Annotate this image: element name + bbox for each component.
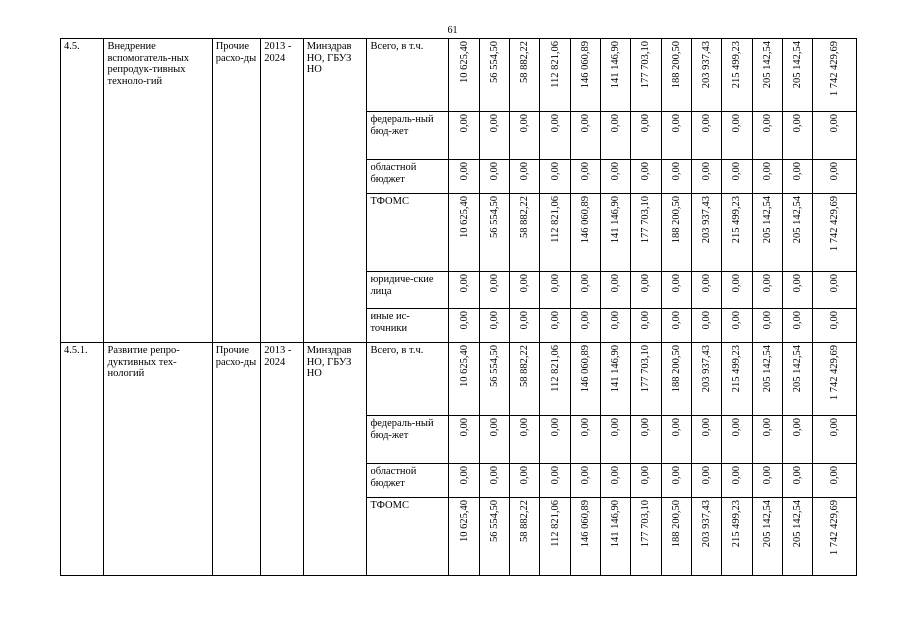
year-value [570, 194, 600, 272]
total-value [813, 39, 857, 112]
value-text: 177 703,10 [640, 500, 652, 548]
year-value [479, 309, 509, 343]
funding-source [367, 309, 449, 343]
value-text: 58 882,22 [519, 41, 531, 83]
value-text: 0,00 [640, 466, 652, 485]
value-text: 205 142,54 [761, 345, 773, 393]
year-value [782, 464, 812, 498]
value-text: 1 742 429,69 [829, 41, 841, 97]
value-text: 0,00 [458, 274, 470, 293]
value-text: 0,00 [488, 114, 500, 133]
year-value [510, 112, 540, 160]
value-text: 0,00 [761, 274, 773, 293]
year-value [631, 343, 661, 416]
executor: Минздрав НО, ГБУЗ НО [303, 343, 367, 576]
value-text: 215 499,23 [731, 345, 743, 393]
funding-source [367, 160, 449, 194]
year-value [540, 194, 570, 272]
year-value [752, 160, 782, 194]
year-value [782, 309, 812, 343]
total-value [813, 416, 857, 464]
year-value [631, 464, 661, 498]
year-value [570, 464, 600, 498]
expense-type: Прочие расхо-ды [212, 343, 261, 576]
value-text: 0,00 [792, 274, 804, 293]
year-value [540, 160, 570, 194]
year-value [510, 498, 540, 576]
funding-source-label: иные ис-точники [370, 311, 410, 334]
year-value [661, 194, 691, 272]
year-value [601, 464, 631, 498]
value-text: 0,00 [792, 418, 804, 437]
value-text: 0,00 [829, 466, 841, 485]
value-text: 112 821,06 [549, 345, 561, 392]
year-value [782, 416, 812, 464]
value-text: 0,00 [731, 418, 743, 437]
year-value [661, 416, 691, 464]
total-value [813, 498, 857, 576]
value-text: 0,00 [488, 274, 500, 293]
value-text: 146 060,89 [579, 500, 591, 548]
year-value [449, 343, 479, 416]
value-text: 146 060,89 [579, 196, 591, 244]
value-text: 1 742 429,69 [829, 345, 841, 401]
page-number: 61 [447, 25, 458, 36]
year-value [449, 416, 479, 464]
year-value [752, 416, 782, 464]
year-value [752, 309, 782, 343]
year-value [631, 416, 661, 464]
value-text: 0,00 [458, 114, 470, 133]
year-value [601, 160, 631, 194]
expense-type: Прочие расхо-ды [212, 39, 261, 343]
year-value [752, 498, 782, 576]
year-value [449, 272, 479, 309]
year-value [722, 416, 752, 464]
year-value [479, 39, 509, 112]
value-text: 10 625,40 [458, 345, 470, 387]
value-text: 58 882,22 [519, 196, 531, 238]
value-text: 0,00 [640, 114, 652, 133]
total-value [813, 272, 857, 309]
value-text: 177 703,10 [640, 41, 652, 89]
value-text: 215 499,23 [731, 500, 743, 548]
value-text: 0,00 [458, 162, 470, 181]
value-text: 205 142,54 [792, 345, 804, 393]
year-value [691, 39, 721, 112]
total-value [813, 343, 857, 416]
year-value [601, 343, 631, 416]
year-value [782, 39, 812, 112]
year-value [510, 194, 540, 272]
value-text: 0,00 [670, 274, 682, 293]
value-text: 56 554,50 [488, 500, 500, 542]
value-text: 188 200,50 [670, 345, 682, 393]
item-name: Внедрение вспомогатель-ных репродук-тивных техноло-гий [104, 39, 212, 343]
value-text: 56 554,50 [488, 196, 500, 238]
value-text: 0,00 [701, 114, 713, 133]
year-value [691, 498, 721, 576]
year-value [752, 194, 782, 272]
value-text: 58 882,22 [519, 500, 531, 542]
item-number: 4.5. [61, 39, 104, 343]
funding-source-label: областной бюджет [370, 466, 417, 489]
value-text: 58 882,22 [519, 345, 531, 387]
value-text: 205 142,54 [761, 41, 773, 89]
total-value [813, 112, 857, 160]
value-text: 0,00 [488, 311, 500, 330]
value-text: 203 937,43 [701, 500, 713, 548]
year-value [661, 498, 691, 576]
value-text: 0,00 [792, 311, 804, 330]
year-value [782, 343, 812, 416]
year-value [752, 39, 782, 112]
year-value [601, 39, 631, 112]
value-text: 146 060,89 [579, 345, 591, 393]
value-text: 0,00 [549, 162, 561, 181]
value-text: 0,00 [829, 274, 841, 293]
year-value [510, 416, 540, 464]
year-value [601, 309, 631, 343]
funding-source [367, 464, 449, 498]
funding-source [367, 498, 449, 576]
year-value [631, 160, 661, 194]
value-text: 112 821,06 [549, 500, 561, 547]
value-text: 0,00 [761, 162, 773, 181]
value-text: 0,00 [488, 466, 500, 485]
year-value [752, 112, 782, 160]
value-text: 0,00 [670, 114, 682, 133]
year-value [540, 272, 570, 309]
year-value [540, 464, 570, 498]
value-text: 0,00 [610, 114, 622, 133]
year-value [782, 498, 812, 576]
budget-table [60, 38, 857, 576]
year-value [601, 112, 631, 160]
value-text: 0,00 [670, 162, 682, 181]
value-text: 0,00 [829, 311, 841, 330]
funding-source [367, 112, 449, 160]
value-text: 0,00 [701, 418, 713, 437]
year-value [661, 464, 691, 498]
value-text: 205 142,54 [761, 196, 773, 244]
value-text: 0,00 [761, 466, 773, 485]
value-text: 203 937,43 [701, 196, 713, 244]
year-value [722, 194, 752, 272]
year-value [691, 464, 721, 498]
value-text: 0,00 [829, 162, 841, 181]
funding-source [367, 272, 449, 309]
table-row [61, 343, 857, 416]
value-text: 188 200,50 [670, 196, 682, 244]
year-value [691, 343, 721, 416]
value-text: 112 821,06 [549, 41, 561, 88]
year-value [570, 272, 600, 309]
funding-source-label: федераль-ный бюд-жет [370, 418, 434, 441]
year-value [661, 272, 691, 309]
funding-source [367, 194, 449, 272]
item-number: 4.5.1. [61, 343, 104, 576]
value-text: 0,00 [761, 418, 773, 437]
value-text: 0,00 [640, 162, 652, 181]
year-value [449, 309, 479, 343]
year-value [691, 272, 721, 309]
year-value [449, 160, 479, 194]
value-text: 0,00 [458, 418, 470, 437]
value-text: 215 499,23 [731, 41, 743, 89]
year-value [479, 498, 509, 576]
year-value [449, 194, 479, 272]
year-value [540, 498, 570, 576]
funding-source-label: областной бюджет [370, 162, 417, 185]
value-text: 0,00 [701, 162, 713, 181]
year-value [722, 343, 752, 416]
year-value [479, 464, 509, 498]
year-value [631, 194, 661, 272]
value-text: 0,00 [549, 466, 561, 485]
value-text: 1 742 429,69 [829, 196, 841, 252]
year-value [570, 416, 600, 464]
year-value [510, 309, 540, 343]
year-value [691, 416, 721, 464]
value-text: 141 146,90 [610, 345, 622, 393]
year-value [449, 39, 479, 112]
total-value [813, 160, 857, 194]
year-value [479, 160, 509, 194]
value-text: 0,00 [640, 274, 652, 293]
year-value [631, 498, 661, 576]
year-value [540, 343, 570, 416]
value-text: 0,00 [640, 418, 652, 437]
year-value [540, 39, 570, 112]
value-text: 10 625,40 [458, 41, 470, 83]
period: 2013 - 2024 [261, 39, 303, 343]
value-text: 0,00 [731, 114, 743, 133]
year-value [661, 343, 691, 416]
value-text: 112 821,06 [549, 196, 561, 243]
value-text: 215 499,23 [731, 196, 743, 244]
value-text: 0,00 [579, 466, 591, 485]
year-value [510, 464, 540, 498]
value-text: 0,00 [670, 418, 682, 437]
value-text: 0,00 [549, 114, 561, 133]
value-text: 0,00 [761, 114, 773, 133]
year-value [479, 194, 509, 272]
year-value [722, 272, 752, 309]
funding-source-label: Всего, в т.ч. [370, 345, 424, 356]
year-value [631, 112, 661, 160]
value-text: 10 625,40 [458, 196, 470, 238]
year-value [510, 272, 540, 309]
value-text: 188 200,50 [670, 41, 682, 89]
value-text: 141 146,90 [610, 500, 622, 548]
funding-source-label: ТФОМС [370, 196, 409, 207]
year-value [631, 309, 661, 343]
year-value [570, 343, 600, 416]
year-value [661, 309, 691, 343]
year-value [752, 464, 782, 498]
year-value [631, 272, 661, 309]
value-text: 177 703,10 [640, 196, 652, 244]
year-value [722, 39, 752, 112]
year-value [722, 464, 752, 498]
year-value [570, 309, 600, 343]
value-text: 0,00 [731, 274, 743, 293]
value-text: 0,00 [549, 311, 561, 330]
value-text: 205 142,54 [792, 41, 804, 89]
value-text: 205 142,54 [761, 500, 773, 548]
value-text: 146 060,89 [579, 41, 591, 89]
year-value [722, 309, 752, 343]
year-value [722, 498, 752, 576]
total-value [813, 194, 857, 272]
value-text: 0,00 [579, 162, 591, 181]
value-text: 0,00 [701, 274, 713, 293]
value-text: 0,00 [610, 162, 622, 181]
value-text: 0,00 [610, 311, 622, 330]
year-value [449, 498, 479, 576]
year-value [601, 272, 631, 309]
funding-source [367, 416, 449, 464]
value-text: 0,00 [458, 466, 470, 485]
value-text: 0,00 [579, 274, 591, 293]
year-value [540, 309, 570, 343]
value-text: 0,00 [579, 418, 591, 437]
executor: Минздрав НО, ГБУЗ НО [303, 39, 367, 343]
value-text: 0,00 [519, 418, 531, 437]
year-value [601, 194, 631, 272]
value-text: 203 937,43 [701, 41, 713, 89]
value-text: 0,00 [670, 311, 682, 330]
year-value [510, 160, 540, 194]
value-text: 0,00 [670, 466, 682, 485]
year-value [661, 160, 691, 194]
year-value [570, 160, 600, 194]
year-value [782, 272, 812, 309]
year-value [510, 39, 540, 112]
value-text: 0,00 [792, 162, 804, 181]
value-text: 0,00 [488, 162, 500, 181]
value-text: 0,00 [519, 466, 531, 485]
year-value [510, 343, 540, 416]
total-value [813, 309, 857, 343]
value-text: 141 146,90 [610, 41, 622, 89]
funding-source-label: федераль-ный бюд-жет [370, 114, 434, 137]
value-text: 0,00 [579, 311, 591, 330]
value-text: 0,00 [519, 311, 531, 330]
value-text: 0,00 [829, 418, 841, 437]
year-value [449, 112, 479, 160]
value-text: 0,00 [701, 311, 713, 330]
value-text: 0,00 [640, 311, 652, 330]
value-text: 0,00 [549, 418, 561, 437]
value-text: 0,00 [731, 466, 743, 485]
value-text: 0,00 [731, 162, 743, 181]
funding-source-label: ТФОМС [370, 500, 409, 511]
value-text: 0,00 [610, 274, 622, 293]
value-text: 10 625,40 [458, 500, 470, 542]
year-value [479, 416, 509, 464]
value-text: 141 146,90 [610, 196, 622, 244]
value-text: 0,00 [610, 418, 622, 437]
year-value [479, 112, 509, 160]
year-value [691, 194, 721, 272]
value-text: 0,00 [761, 311, 773, 330]
year-value [601, 498, 631, 576]
item-name: Развитие репро-дуктивных тех-нологий [104, 343, 212, 576]
value-text: 0,00 [519, 162, 531, 181]
year-value [782, 194, 812, 272]
value-text: 0,00 [829, 114, 841, 133]
value-text: 188 200,50 [670, 500, 682, 548]
value-text: 0,00 [549, 274, 561, 293]
year-value [661, 112, 691, 160]
value-text: 0,00 [701, 466, 713, 485]
value-text: 0,00 [579, 114, 591, 133]
value-text: 56 554,50 [488, 41, 500, 83]
year-value [570, 112, 600, 160]
value-text: 205 142,54 [792, 196, 804, 244]
year-value [479, 343, 509, 416]
value-text: 0,00 [610, 466, 622, 485]
year-value [752, 343, 782, 416]
year-value [752, 272, 782, 309]
funding-source-label: Всего, в т.ч. [370, 41, 424, 52]
year-value [540, 112, 570, 160]
total-value [813, 464, 857, 498]
value-text: 0,00 [519, 274, 531, 293]
funding-source [367, 343, 449, 416]
funding-source [367, 39, 449, 112]
value-text: 205 142,54 [792, 500, 804, 548]
value-text: 0,00 [488, 418, 500, 437]
year-value [661, 39, 691, 112]
year-value [540, 416, 570, 464]
value-text: 0,00 [458, 311, 470, 330]
year-value [782, 112, 812, 160]
year-value [722, 112, 752, 160]
year-value [570, 39, 600, 112]
year-value [691, 112, 721, 160]
value-text: 1 742 429,69 [829, 500, 841, 556]
year-value [479, 272, 509, 309]
value-text: 0,00 [792, 466, 804, 485]
year-value [722, 160, 752, 194]
funding-source-label: юридиче-ские лица [370, 274, 434, 297]
year-value [631, 39, 661, 112]
value-text: 0,00 [519, 114, 531, 133]
table-row [61, 39, 857, 112]
year-value [601, 416, 631, 464]
year-value [449, 464, 479, 498]
value-text: 0,00 [792, 114, 804, 133]
year-value [691, 160, 721, 194]
value-text: 0,00 [731, 311, 743, 330]
value-text: 56 554,50 [488, 345, 500, 387]
year-value [691, 309, 721, 343]
value-text: 203 937,43 [701, 345, 713, 393]
value-text: 177 703,10 [640, 345, 652, 393]
year-value [570, 498, 600, 576]
period: 2013 - 2024 [261, 343, 303, 576]
year-value [782, 160, 812, 194]
